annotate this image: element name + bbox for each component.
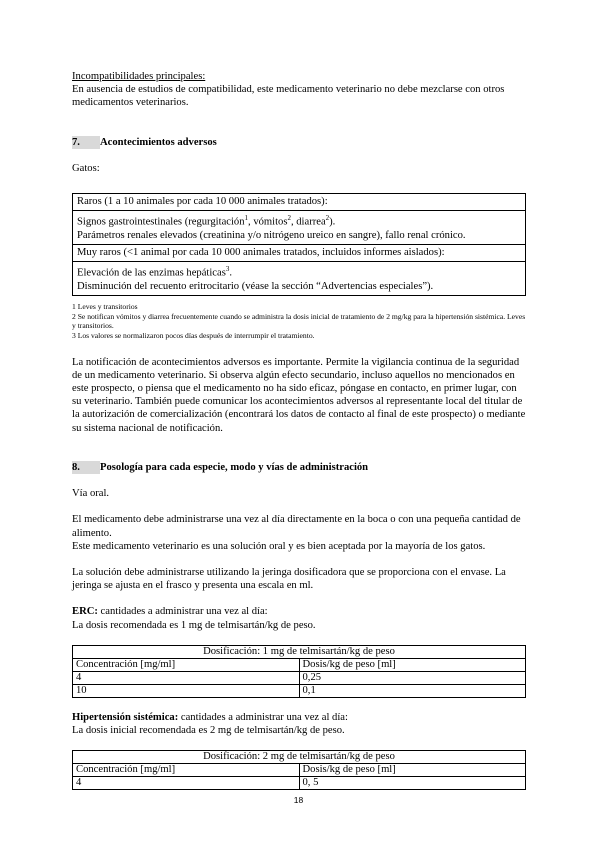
- admin-paragraph-1b: Este medicamento veterinario es una solución oral y es bien aceptada por la mayoría de los gatos.: [72, 540, 486, 552]
- hypertension-col-dose: Dosis/kg de peso [ml]: [299, 764, 526, 777]
- rare-content-row: Signos gastrointestinales (regurgitación$^1$, vómitos$^2$, diarrea$^2$). Parámetros renales elevados (creatinina y/o nitrógeno ureico en sangre), fallo renal crónico.: [73, 210, 525, 244]
- section-7-heading: [72, 136, 526, 149]
- rare-header-row: Raros (1 a 10 animales por cada 10 000 animales tratados):: [77, 196, 328, 208]
- notification-paragraph: La notificación de acontecimientos adversos es importante. Permite la vigilancia continua de la seguridad de un medicamento veterinario. Si observa algún efecto secundario, incluso aquellos no mencionados en este prospecto, o piensa que el medicamento no ha sido eficaz, póngase en contacto, en primer lugar, con su veterinario. También puede comunicar los acontecimientos adversos al representante local del titular de la autorización de comercialización (encontrará los datos de contacto al final de este prospecto) o mediante su sistema nacional de notificación.: [72, 356, 526, 434]
- footnote: 3 Los valores se normalizaron pocos días después de interrumpir el tratamiento.: [72, 331, 315, 341]
- table-row: 4 0, 5: [73, 777, 526, 790]
- species-label: Gatos:: [72, 162, 100, 174]
- footnote: 2 Se notifican vómitos y diarrea frecuentemente cuando se administra la dosis inicial de tratamiento de 2 mg/kg para la hipertensión sistémica. Leves y transitorios.: [72, 311, 526, 331]
- adverse-events-table: [72, 193, 526, 296]
- route-text: Vía oral.: [72, 488, 110, 500]
- hypertension-dose-text: La dosis inicial recomendada es 2 mg de telmisartán/kg de peso.: [72, 724, 345, 736]
- very-rare-content-row: Elevación de las enzimas hepáticas$^3$. Disminución del recuento eritrocitario (véase la sección “Advertencias especiales”).: [73, 261, 525, 295]
- section-8-number: 8.: [72, 461, 100, 474]
- erc-col-concentration: Concentración [mg/ml]: [73, 658, 300, 671]
- table-row: 4 0,25: [73, 671, 526, 684]
- section-7-title: Acontecimientos adversos: [100, 136, 217, 148]
- incompat-heading: Incompatibilidades principales:: [72, 71, 206, 82]
- hypertension-table-title: Dosificación: 2 mg de telmisartán/kg de peso: [73, 751, 526, 764]
- section-8-heading: [72, 461, 526, 474]
- table-row: 10 0,1: [73, 684, 526, 697]
- page-number: 18: [293, 795, 304, 805]
- section-7-number: 7.: [72, 136, 100, 149]
- erc-heading: ERC: cantidades a administrar una vez al día:: [72, 606, 268, 618]
- footnote: 1 Leves y transitorios: [72, 302, 138, 312]
- erc-dose-text: La dosis recomendada es 1 mg de telmisartán/kg de peso.: [72, 619, 316, 631]
- erc-dose-table: [72, 645, 526, 698]
- section-8-title: Posología para cada especie, modo y vías de administración: [100, 461, 369, 473]
- footnotes: [72, 302, 526, 340]
- incompat-text: En ausencia de estudios de compatibilidad, este medicamento veterinario no debe mezclarse con otros medicamentos veterinarios.: [72, 84, 505, 109]
- hypertension-col-concentration: Concentración [mg/ml]: [73, 764, 300, 777]
- document-page: [72, 70, 526, 790]
- syringe-paragraph: La solución debe administrarse utilizando la jeringa dosificadora que se proporciona con el envase. La jeringa se ajusta en el frasco y presenta una escala en ml.: [72, 566, 506, 592]
- erc-table-title: Dosificación: 1 mg de telmisartán/kg de peso: [73, 645, 526, 658]
- erc-col-dose: Dosis/kg de peso [ml]: [299, 658, 526, 671]
- very-rare-header-row: Muy raros (<1 animal por cada 10 000 animales tratados, incluidos informes aislados):: [73, 244, 525, 261]
- hypertension-dose-table: [72, 750, 526, 790]
- hypertension-heading: Hipertensión sistémica: cantidades a administrar una vez al día:: [72, 711, 348, 723]
- admin-paragraph-1: El medicamento debe administrarse una vez al día directamente en la boca o con una pequeña cantidad de alimento.: [72, 514, 521, 539]
